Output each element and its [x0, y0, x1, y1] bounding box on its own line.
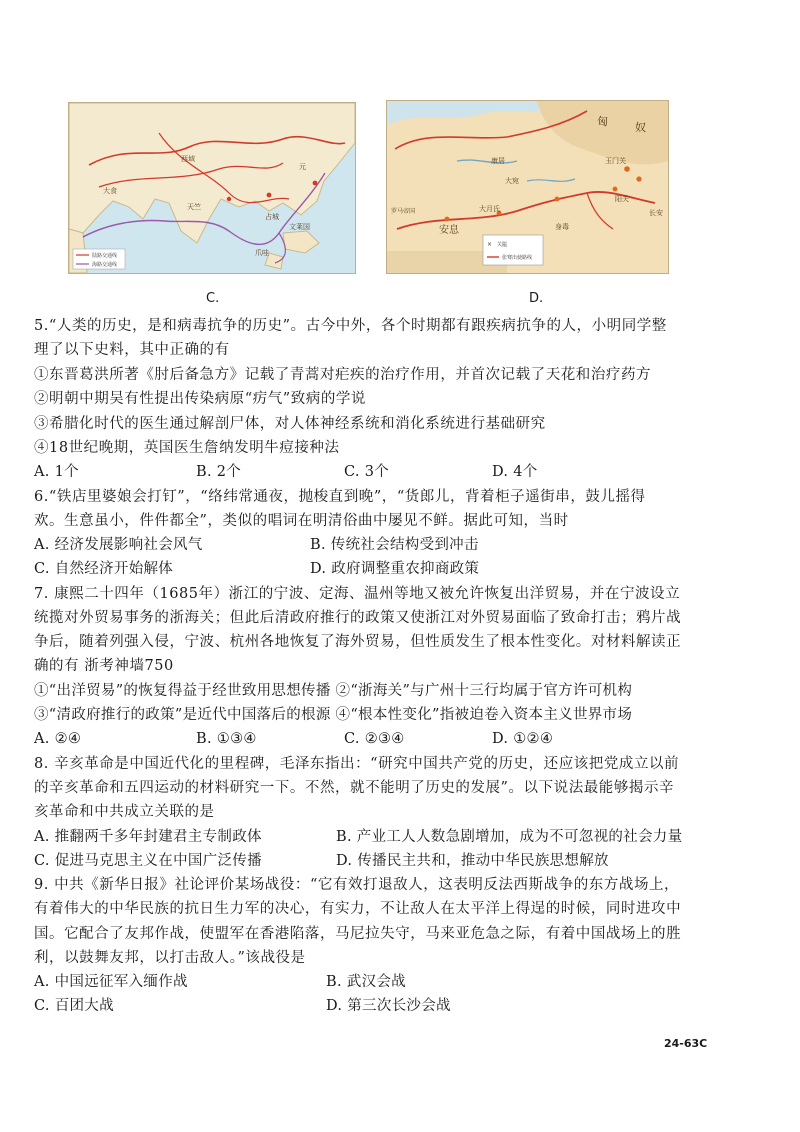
question-7-stem-line: 7. 康熙二十四年（1685年）浙江的宁波、定海、温州等地又被允许恢复出洋贸易，并在宁波设立 [34, 586, 681, 602]
question-5-statement: ③希腊化时代的医生通过解剖尸体，对人体神经系统和消化系统进行基础研究 [34, 416, 546, 432]
question-6-option-b[interactable]: B. 传统社会结构受到冲击 [310, 537, 479, 553]
map-figure-d [386, 100, 669, 274]
map-d-place: 玉门关 [605, 157, 626, 165]
question-6-option-a[interactable]: A. 经济发展影响社会风气 [34, 537, 203, 553]
question-6-option-c[interactable]: C. 自然经济开始解体 [34, 561, 174, 577]
question-6-stem-line: 欢。生意虽小，件件都全”，类似的唱词在明清俗曲中屡见不鲜。据此可知，当时 [34, 513, 569, 529]
figure-c-label: C. [206, 291, 220, 306]
question-5-option-b[interactable]: B. 2个 [196, 464, 242, 480]
question-5-stem-line: 理了以下史料，其中正确的有 [34, 342, 230, 358]
map-c-place: 文莱国 [289, 223, 310, 231]
question-8-option-b[interactable]: B. 产业工人人数急剧增加，成为不可忽视的社会力量 [336, 829, 683, 845]
map-c-place: 元 [299, 163, 306, 171]
question-6-stem-line: 6.“铁店里婆娘会打钉”，“络纬常通夜，抛梭直到晚”，“货郎儿，背着柜子遥街串，鼓儿摇得 [34, 489, 646, 505]
question-7-option-d[interactable]: D. ①②④ [492, 731, 554, 747]
question-8-option-d[interactable]: D. 传播民主共和，推动中华民族思想解放 [336, 853, 609, 869]
map-d-place: 安息 [439, 225, 459, 236]
question-5-statement: ④18世纪晚期，英国医生詹纳发明牛痘接种法 [34, 440, 340, 456]
map-d-place: 康居 [491, 157, 505, 165]
question-7-stem-line: 统揽对外贸易事务的浙海关；但此后清政府推行的政策又使浙江对外贸易面临了致命打击；鸦片战 [34, 610, 682, 626]
map-c-place: 爪哇 [255, 249, 269, 257]
figure-d-label: D. [529, 291, 544, 306]
question-8-stem-line: 8. 辛亥革命是中国近代化的里程碑，毛泽东指出：“研究中国共产党的历史，还应该把党成立以前 [34, 756, 680, 772]
map-figure-c [68, 102, 356, 274]
question-5-option-c[interactable]: C. 3个 [344, 464, 390, 480]
map-c-legend-sea: 海路交通线 [92, 262, 118, 268]
question-5-statement: ①东晋葛洪所著《肘后备急方》记载了青蒿对疟疾的治疗作用，并首次记载了天花和治疗药方 [34, 367, 652, 383]
map-d-place: 大宛 [505, 177, 519, 185]
question-7-option-b[interactable]: B. ①③④ [196, 731, 257, 747]
question-9-option-a[interactable]: A. 中国远征军入缅作战 [34, 974, 188, 990]
question-9-option-c[interactable]: C. 百团大战 [34, 998, 114, 1014]
question-8-option-c[interactable]: C. 促进马克思主义在中国广泛传播 [34, 853, 262, 869]
question-7-statement: ①“出洋贸易”的恢复得益于经世致用思想传播 ②“浙海关”与广州十三行均属于官方许可机构 [34, 683, 633, 699]
map-c-place: 天竺 [187, 203, 201, 211]
question-5-statement: ②明朝中期吴有性提出传染病原“疠气”致病的学说 [34, 391, 366, 407]
question-7-option-a[interactable]: A. ②④ [34, 731, 82, 747]
question-5-option-d[interactable]: D. 4个 [492, 464, 538, 480]
map-d-legend-route: 张骞出使路线 [502, 255, 533, 261]
map-d-place: 大月氏 [479, 205, 500, 213]
map-c-place: 西域 [181, 155, 195, 163]
map-d-place: 罗马帝国 [391, 208, 416, 215]
question-8-option-a[interactable]: A. 推翻两千多年封建君主专制政体 [34, 829, 262, 845]
question-9-stem-line: 9. 中共《新华日报》社论评价某场战役：“它有效打退敌人，这表明反法西斯战争的东方战场上， [34, 877, 680, 893]
question-8-stem-line: 的辛亥革命和五四运动的材料研究一下。不然，就不能明了历史的发展”。以下说法最能够揭示辛 [34, 780, 675, 796]
question-8-stem-line: 亥革命和中共成立关联的是 [34, 804, 215, 820]
question-9-option-b[interactable]: B. 武汉会战 [326, 974, 406, 990]
question-7-statement: ③“清政府推行的政策”是近代中国落后的根源 ④“根本性变化”指被迫卷入资本主义世界市场 [34, 707, 633, 723]
map-c-legend-land: 陆路交通线 [92, 253, 118, 259]
map-d-drawing [387, 101, 668, 273]
question-5-option-a[interactable]: A. 1个 [34, 464, 79, 480]
question-9-stem-line: 有着伟大的中华民族的抗日生力军的决心，有实力，不让敌人在太平洋上得逞的时候，同时进攻中 [34, 901, 682, 917]
question-9-option-d[interactable]: D. 第三次长沙会战 [326, 998, 451, 1014]
question-5-stem-line: 5.“人类的历史，是和病毒抗争的历史”。古今中外，各个时期都有跟疾病抗争的人，小明同学整 [34, 318, 667, 334]
map-c-drawing [69, 103, 355, 273]
map-d-top-label: 匈 [597, 115, 608, 128]
map-d-legend-pass: 关隘 [497, 242, 508, 248]
map-d-place: 身毒 [555, 223, 569, 231]
question-7-option-c[interactable]: C. ②③④ [344, 731, 405, 747]
question-9-stem-line: 利，以鼓舞友邦，以打击敌人。”该战役是 [34, 950, 306, 966]
svg-text:×: × [487, 241, 493, 248]
map-c-place: 大食 [103, 187, 117, 195]
map-d-top-label: 奴 [635, 121, 646, 134]
map-c-place: 占城 [265, 213, 279, 221]
question-7-stem-line: 争后，随着列强入侵，宁波、杭州各地恢复了海外贸易，但性质发生了根本性变化。对材料解读正 [34, 634, 682, 650]
question-9-stem-line: 国。它配合了友邦作战，使盟军在香港陷落，马尼拉失守，马来亚危急之际，有着中国战场上的胜 [34, 926, 682, 942]
map-d-place: 阳关 [615, 195, 629, 203]
question-6-option-d[interactable]: D. 政府调整重农抑商政策 [310, 561, 480, 577]
question-7-stem-line: 确的有 浙考神墙750 [34, 658, 174, 674]
page-code: 24-63C [664, 1037, 708, 1050]
map-d-place: 长安 [649, 209, 663, 217]
